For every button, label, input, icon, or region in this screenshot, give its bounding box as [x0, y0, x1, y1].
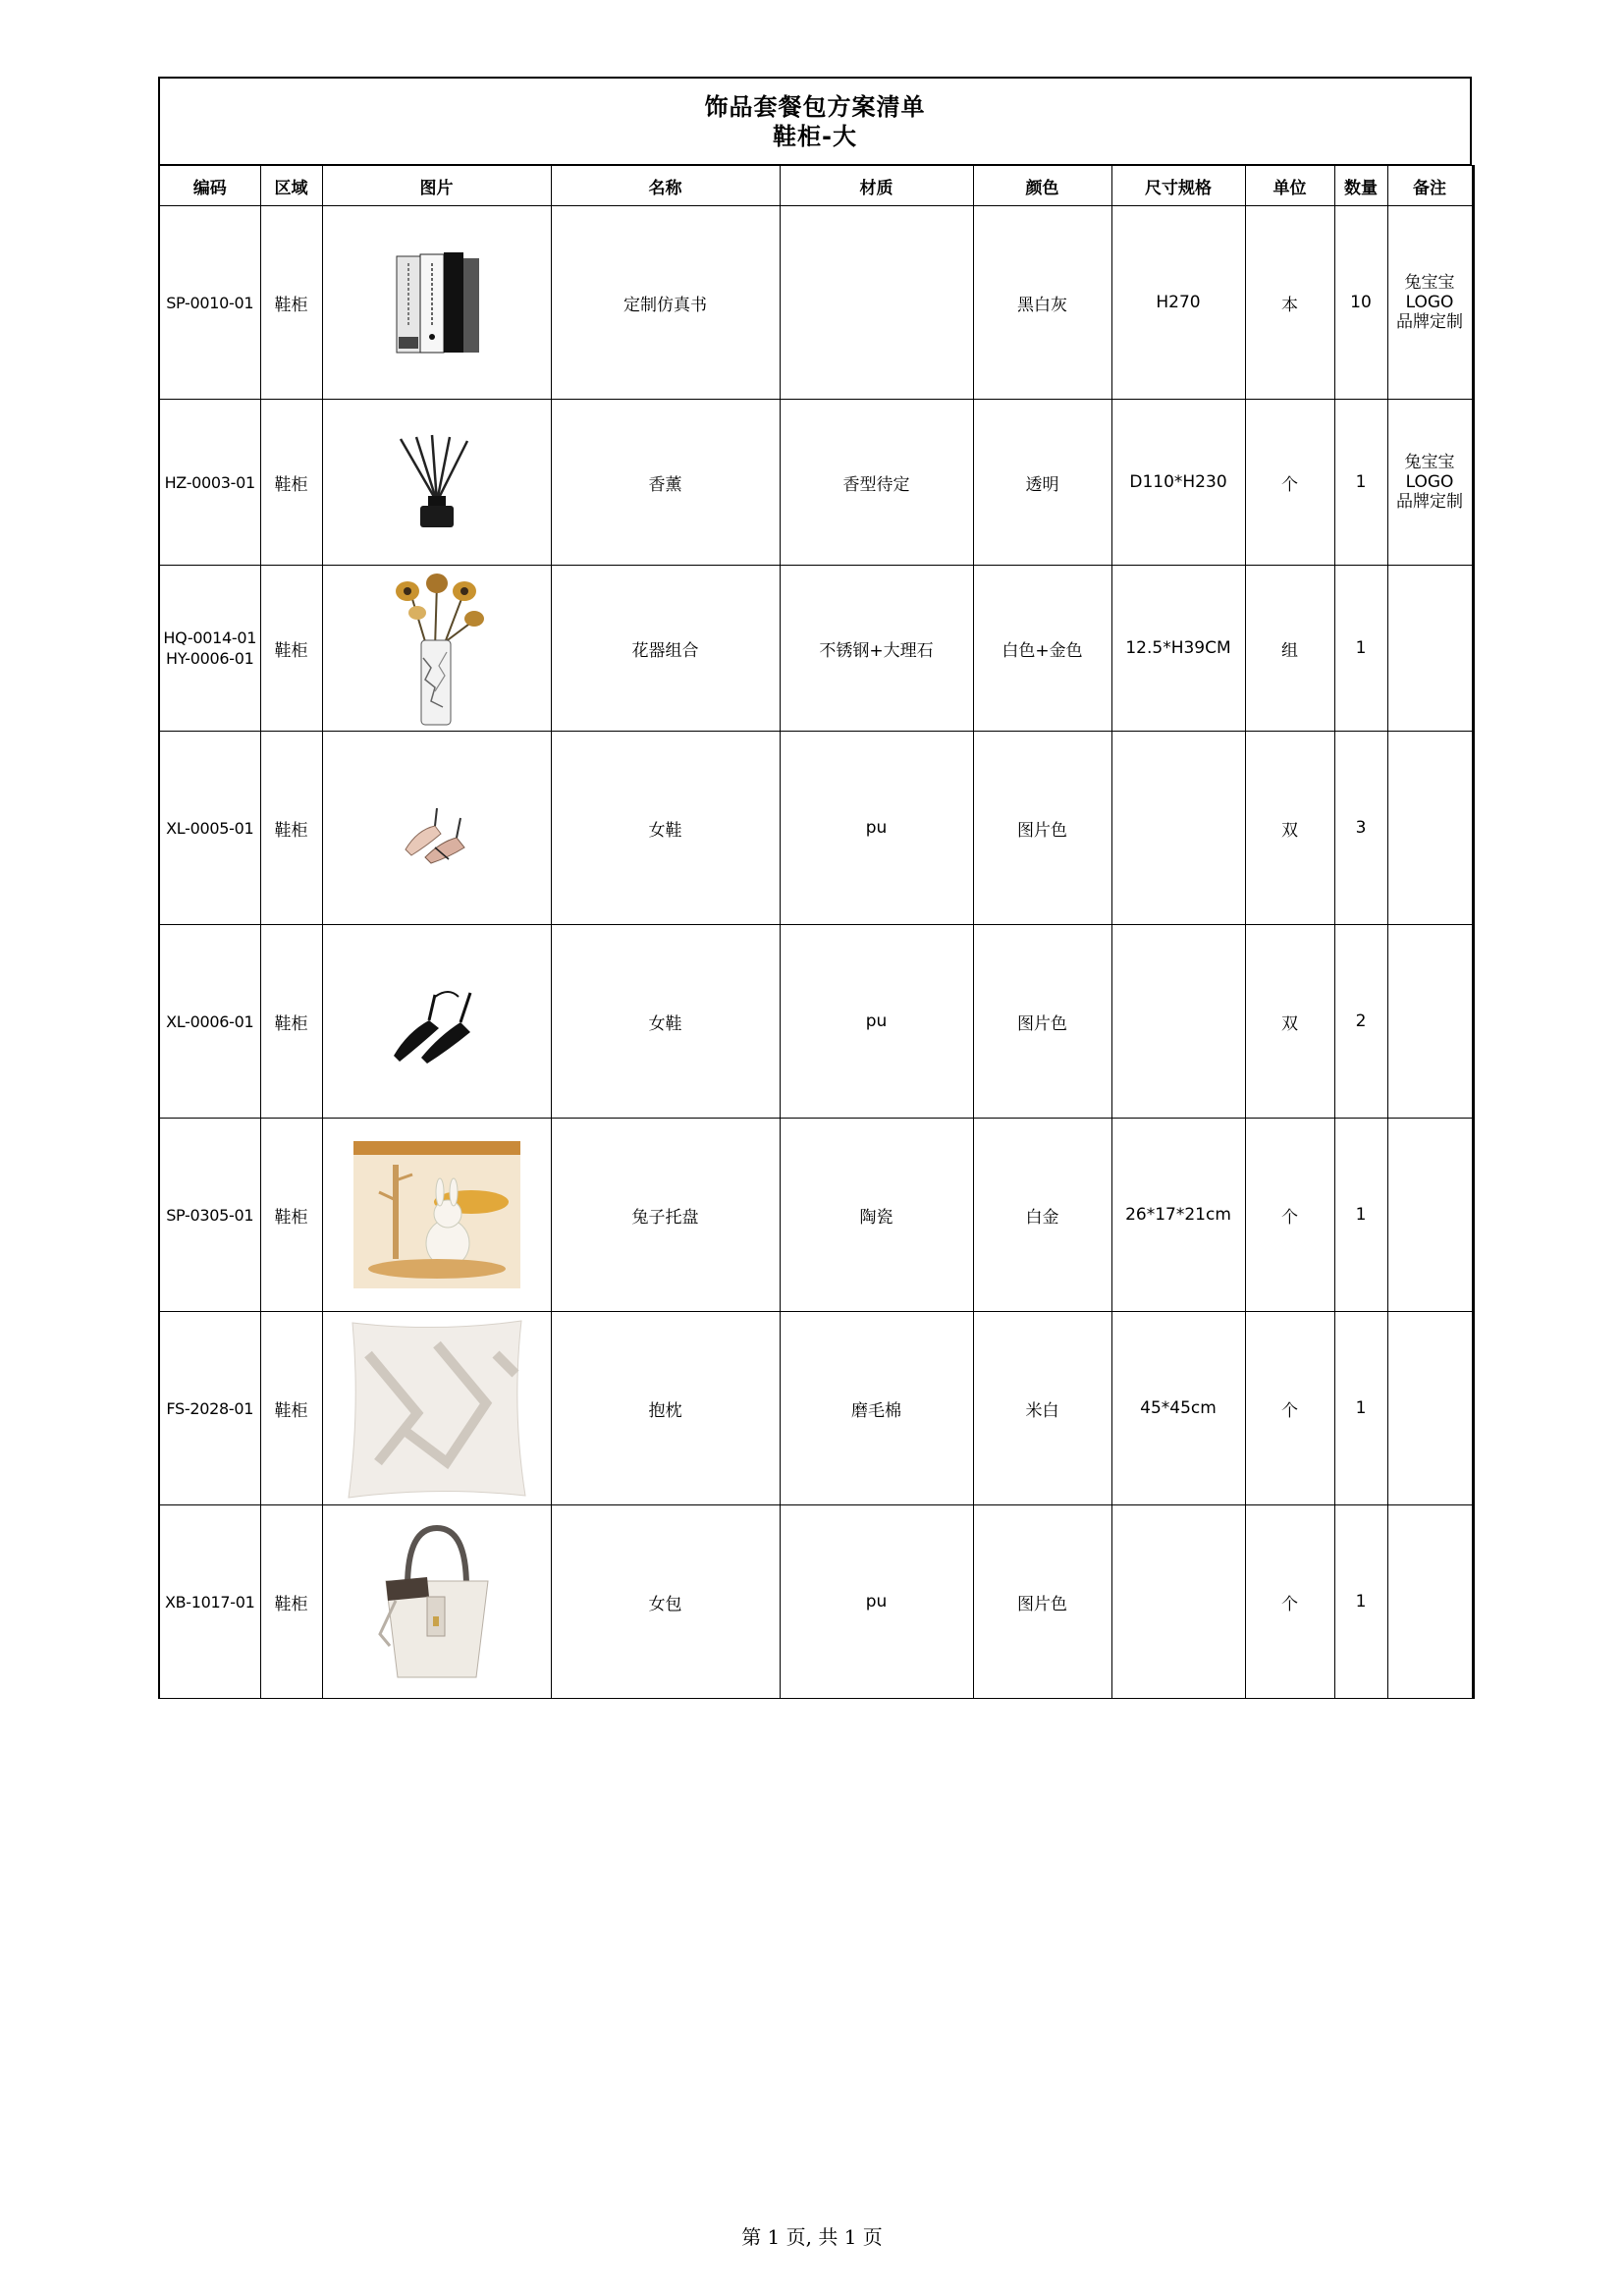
cell-code: [159, 566, 260, 732]
reed-diffuser-icon: [393, 433, 481, 531]
table-row: [159, 1119, 1473, 1312]
note-line: LOGO: [1405, 293, 1454, 312]
cell-area: 鞋柜: [260, 925, 322, 1119]
col-header-area: 区域: [260, 166, 322, 206]
cell-unit: 双: [1245, 925, 1334, 1119]
col-header-size: 尺寸规格: [1111, 166, 1245, 206]
cell-area: 鞋柜: [260, 1119, 322, 1312]
cell-image: [322, 566, 551, 732]
col-header-color: 颜色: [973, 166, 1111, 206]
cell-unit: 双: [1245, 732, 1334, 925]
cell-material: pu: [780, 732, 973, 925]
col-header-unit: 单位: [1245, 166, 1334, 206]
code-line: HQ-0014-01: [163, 628, 257, 647]
table-row: [159, 732, 1473, 925]
cell-area: 鞋柜: [260, 732, 322, 925]
cell-unit: 组: [1245, 566, 1334, 732]
cell-note: [1387, 566, 1473, 732]
note-line: 兔宝宝: [1404, 273, 1455, 293]
cell-material: 陶瓷: [780, 1119, 973, 1312]
title-block: [158, 77, 1472, 165]
item-table: [158, 165, 1475, 1699]
flower-vase-icon: [388, 570, 486, 727]
cell-name: 定制仿真书: [551, 206, 780, 400]
col-header-image: 图片: [322, 166, 551, 206]
cell-code: XL-0006-01: [159, 925, 260, 1119]
table-row: [159, 206, 1473, 400]
cell-unit: 个: [1245, 1312, 1334, 1505]
cell-material: pu: [780, 925, 973, 1119]
cell-image: [322, 206, 551, 400]
cell-qty: 1: [1334, 1119, 1387, 1312]
col-header-name: 名称: [551, 166, 780, 206]
cell-qty: 3: [1334, 732, 1387, 925]
black-heels-icon: [388, 977, 486, 1066]
cell-note: [1387, 1119, 1473, 1312]
cell-name: 兔子托盘: [551, 1119, 780, 1312]
col-header-note: 备注: [1387, 166, 1473, 206]
cell-code: HZ-0003-01: [159, 400, 260, 566]
cell-note: [1387, 206, 1473, 400]
cell-unit: 个: [1245, 1505, 1334, 1699]
cell-size: 12.5*H39CM: [1111, 566, 1245, 732]
cell-unit: 本: [1245, 206, 1334, 400]
cell-material: [780, 206, 973, 400]
cell-qty: 1: [1334, 400, 1387, 566]
cell-image: [322, 925, 551, 1119]
cell-code: XB-1017-01: [159, 1505, 260, 1699]
cell-name: 女鞋: [551, 925, 780, 1119]
cell-name: 女鞋: [551, 732, 780, 925]
cell-material: 香型待定: [780, 400, 973, 566]
cell-area: 鞋柜: [260, 206, 322, 400]
cushion-icon: [339, 1315, 535, 1502]
cell-note: [1387, 400, 1473, 566]
table-row: [159, 925, 1473, 1119]
cell-area: 鞋柜: [260, 400, 322, 566]
page-footer: 第 1 页, 共 1 页: [741, 2225, 883, 2249]
cell-color: 白金: [973, 1119, 1111, 1312]
cell-image: [322, 1312, 551, 1505]
cell-qty: 10: [1334, 206, 1387, 400]
cell-size: [1111, 1505, 1245, 1699]
cell-name: 女包: [551, 1505, 780, 1699]
cell-size: 26*17*21cm: [1111, 1119, 1245, 1312]
cell-size: D110*H230: [1111, 400, 1245, 566]
books-icon: [393, 248, 481, 356]
cell-color: 图片色: [973, 732, 1111, 925]
cell-note: [1387, 1312, 1473, 1505]
cell-material: pu: [780, 1505, 973, 1699]
note-line: 品牌定制: [1396, 492, 1463, 512]
cell-size: [1111, 732, 1245, 925]
table-row: [159, 1505, 1473, 1699]
cell-size: 45*45cm: [1111, 1312, 1245, 1505]
code-line: HY-0006-01: [165, 649, 254, 668]
cell-material: 磨毛棉: [780, 1312, 973, 1505]
cell-name: 花器组合: [551, 566, 780, 732]
col-header-material: 材质: [780, 166, 973, 206]
cell-area: 鞋柜: [260, 1505, 322, 1699]
cell-note: [1387, 1505, 1473, 1699]
cell-name: 香薰: [551, 400, 780, 566]
cell-image: [322, 400, 551, 566]
cell-size: [1111, 925, 1245, 1119]
note-line: LOGO: [1405, 472, 1454, 492]
cell-qty: 2: [1334, 925, 1387, 1119]
cell-name: 抱枕: [551, 1312, 780, 1505]
cell-note: [1387, 732, 1473, 925]
header-row: [159, 166, 1473, 206]
handbag-icon: [368, 1518, 506, 1685]
quotation-sheet: [158, 77, 1472, 1699]
cell-color: 图片色: [973, 925, 1111, 1119]
table-row: [159, 1312, 1473, 1505]
document-title: 饰品套餐包方案清单: [704, 92, 926, 121]
document-subtitle: 鞋柜-大: [773, 122, 857, 150]
pink-heels-icon: [398, 789, 476, 867]
col-header-code: 编码: [159, 166, 260, 206]
cell-qty: 1: [1334, 1505, 1387, 1699]
cell-note: [1387, 925, 1473, 1119]
cell-color: 白色+金色: [973, 566, 1111, 732]
note-line: 品牌定制: [1396, 312, 1463, 332]
table-row: [159, 400, 1473, 566]
cell-color: 米白: [973, 1312, 1111, 1505]
cell-qty: 1: [1334, 1312, 1387, 1505]
cell-area: 鞋柜: [260, 566, 322, 732]
cell-code: XL-0005-01: [159, 732, 260, 925]
cell-qty: 1: [1334, 566, 1387, 732]
col-header-qty: 数量: [1334, 166, 1387, 206]
cell-color: 图片色: [973, 1505, 1111, 1699]
cell-material: 不锈钢+大理石: [780, 566, 973, 732]
cell-unit: 个: [1245, 1119, 1334, 1312]
cell-color: 透明: [973, 400, 1111, 566]
cell-image: [322, 1505, 551, 1699]
cell-code: SP-0010-01: [159, 206, 260, 400]
cell-code: SP-0305-01: [159, 1119, 260, 1312]
note-line: 兔宝宝: [1404, 453, 1455, 472]
rabbit-tray-icon: [353, 1141, 520, 1288]
table-row: [159, 566, 1473, 732]
cell-area: 鞋柜: [260, 1312, 322, 1505]
cell-color: 黑白灰: [973, 206, 1111, 400]
cell-unit: 个: [1245, 400, 1334, 566]
cell-size: H270: [1111, 206, 1245, 400]
cell-image: [322, 732, 551, 925]
cell-image: [322, 1119, 551, 1312]
cell-code: FS-2028-01: [159, 1312, 260, 1505]
